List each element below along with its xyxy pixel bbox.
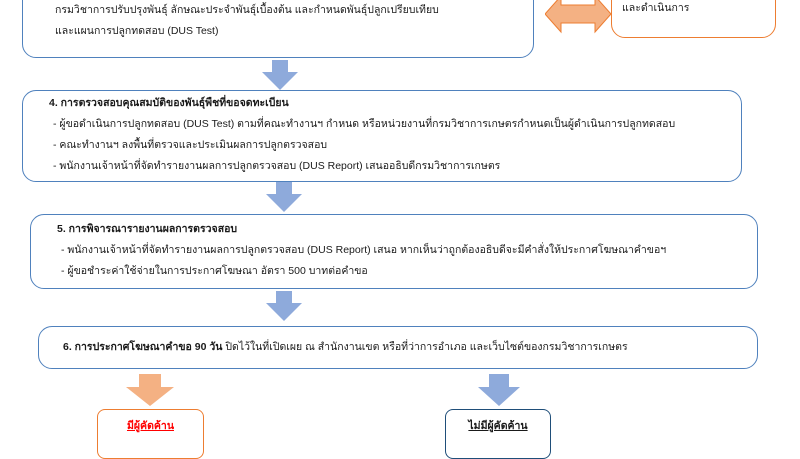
step5-item-2: - ผู้ขอชำระค่าใช้จ่ายในการประกาศโฆษณา อัตรา 500 บาทต่อคำขอ bbox=[61, 265, 368, 277]
side-note-box bbox=[611, 0, 776, 38]
double-arrow-icon bbox=[545, 0, 611, 36]
step4-box bbox=[22, 90, 742, 182]
no-objection-label: ไม่มีผู้คัดค้าน bbox=[468, 420, 528, 432]
down-arrow-icon bbox=[478, 374, 520, 406]
step4-item-2: - คณะทำงานฯ ลงพื้นที่ตรวจและประเมินผลการปลูกตรวจสอบ bbox=[53, 139, 328, 151]
down-arrow-icon bbox=[126, 374, 174, 406]
step3-box bbox=[22, 0, 534, 58]
down-arrow-icon bbox=[266, 291, 302, 321]
no-objection-box bbox=[445, 409, 551, 459]
step3-line-2: กรมวิชาการปรับปรุงพันธุ์ ลักษณะประจำพันธุ์เบื้องต้น และกำหนดพันธุ์ปลูกเปรียบเทียบ bbox=[55, 4, 439, 16]
step4-title: 4. การตรวจสอบคุณสมบัติของพันธุ์พืชที่ขอจดทะเบียน bbox=[49, 97, 289, 109]
side-note-line-2: และดำเนินการ bbox=[622, 2, 690, 14]
step4-item-1: - ผู้ขอดำเนินการปลูกทดสอบ (DUS Test) ตามที่คณะทำงานฯ กำหนด หรือหน่วยงานที่กรมวิชาการเกษตรกำหนดเป็นผู้ดำเนินการปลูกทดสอบ bbox=[53, 118, 676, 130]
objection-box bbox=[97, 409, 204, 459]
down-arrow-icon bbox=[266, 182, 302, 212]
step5-item-1: - พนักงานเจ้าหน้าที่จัดทำรายงานผลการปลูกตรวจสอบ (DUS Report) เสนอ หากเห็นว่าถูกต้องอธิบดีจะมีคำสั่งให้ประกาศโฆษณาคำขอฯ bbox=[61, 244, 667, 256]
down-arrow-icon bbox=[262, 60, 298, 90]
step3-line-3: และแผนการปลูกทดสอบ (DUS Test) bbox=[55, 25, 219, 37]
step6-box bbox=[38, 326, 758, 369]
step5-title: 5. การพิจารณารายงานผลการตรวจสอบ bbox=[57, 223, 238, 235]
objection-label: มีผู้คัดค้าน bbox=[126, 420, 174, 432]
step6-title: 6. การประกาศโฆษณาคำขอ 90 วัน bbox=[63, 341, 223, 353]
step4-item-3: - พนักงานเจ้าหน้าที่จัดทำรายงานผลการปลูกตรวจสอบ (DUS Report) เสนออธิบดีกรมวิชาการเกษตร bbox=[53, 160, 501, 172]
step6-text: ปิดไว้ในที่เปิดเผย ณ สำนักงานเขต หรือที่ว่าการอำเภอ และเว็บไซต์ของกรมวิชาการเกษตร bbox=[222, 341, 628, 353]
step5-box bbox=[30, 214, 758, 289]
